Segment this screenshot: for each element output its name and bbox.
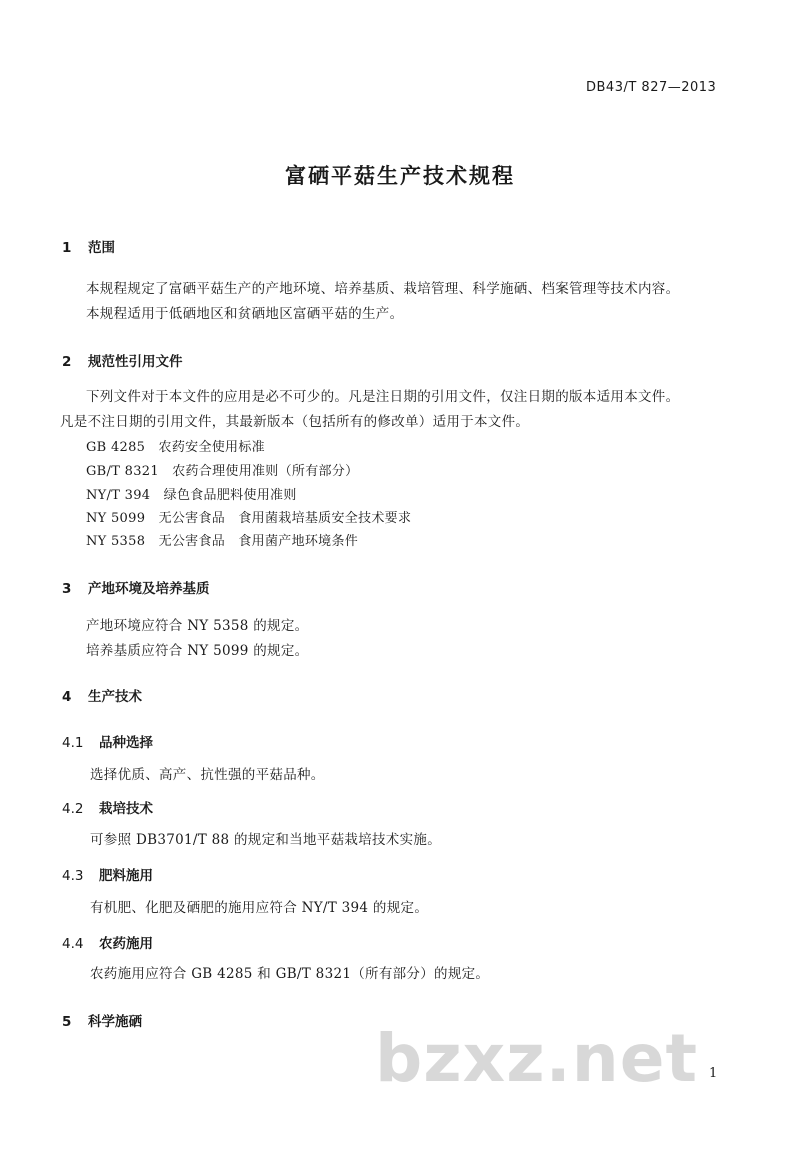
subsection-title: 品种选择 <box>99 735 153 751</box>
reference-item: NY 5099 无公害食品 食用菌栽培基质安全技术要求 <box>86 511 412 526</box>
reference-item: GB/T 8321 农药合理使用准则（所有部分） <box>86 464 359 479</box>
reference-item: NY 5358 无公害食品 食用菌产地环境条件 <box>86 534 359 549</box>
section-title: 范围 <box>88 240 115 256</box>
section-4-heading <box>62 685 142 705</box>
reference-item: GB 4285 农药安全使用标准 <box>86 440 265 455</box>
page-number: 1 <box>709 1066 718 1081</box>
subsection-4-2-heading <box>62 797 153 817</box>
section-number: 5 <box>62 1014 72 1030</box>
paragraph: 凡是不注日期的引用文件，其最新版本（包括所有的修改单）适用于本文件。 <box>60 414 530 430</box>
section-number: 1 <box>62 240 72 256</box>
subsection-4-4-heading <box>62 932 153 952</box>
subsection-title: 农药施用 <box>99 936 153 952</box>
section-number: 4 <box>62 689 72 705</box>
section-title: 科学施硒 <box>88 1014 142 1030</box>
subsection-number: 4.2 <box>62 801 84 817</box>
subsection-title: 栽培技术 <box>99 801 153 817</box>
paragraph: 选择优质、高产、抗性强的平菇品种。 <box>90 767 325 783</box>
section-1-heading <box>62 236 115 256</box>
paragraph: 有机肥、化肥及硒肥的施用应符合 NY/T 394 的规定。 <box>90 900 429 916</box>
paragraph: 本规程适用于低硒地区和贫硒地区富硒平菇的生产。 <box>86 306 404 322</box>
section-number: 3 <box>62 581 72 597</box>
subsection-4-1-heading <box>62 731 153 751</box>
paragraph: 农药施用应符合 GB 4285 和 GB/T 8321（所有部分）的规定。 <box>90 966 490 982</box>
paragraph: 培养基质应符合 NY 5099 的规定。 <box>86 643 309 659</box>
reference-item: NY/T 394 绿色食品肥料使用准则 <box>86 488 297 503</box>
section-5-heading <box>62 1010 142 1030</box>
subsection-number: 4.4 <box>62 936 84 952</box>
section-3-heading <box>62 577 210 597</box>
subsection-title: 肥料施用 <box>99 868 153 884</box>
paragraph: 下列文件对于本文件的应用是必不可少的。凡是注日期的引用文件，仅注日期的版本适用本文件。 <box>86 389 680 405</box>
subsection-4-3-heading <box>62 864 153 884</box>
paragraph: 可参照 DB3701/T 88 的规定和当地平菇栽培技术实施。 <box>90 832 442 848</box>
subsection-number: 4.3 <box>62 868 84 884</box>
section-2-heading <box>62 350 183 370</box>
watermark: bzxz.net <box>375 1020 699 1097</box>
document-id: DB43/T 827—2013 <box>586 80 717 95</box>
paragraph: 本规程规定了富硒平菇生产的产地环境、培养基质、栽培管理、科学施硒、档案管理等技术内容。 <box>86 281 680 297</box>
paragraph: 产地环境应符合 NY 5358 的规定。 <box>86 618 309 634</box>
section-title: 产地环境及培养基质 <box>88 581 210 597</box>
section-number: 2 <box>62 354 72 370</box>
section-title: 规范性引用文件 <box>88 354 183 370</box>
subsection-number: 4.1 <box>62 735 84 751</box>
document-title: 富硒平菇生产技术规程 <box>285 164 515 188</box>
section-title: 生产技术 <box>88 689 142 705</box>
